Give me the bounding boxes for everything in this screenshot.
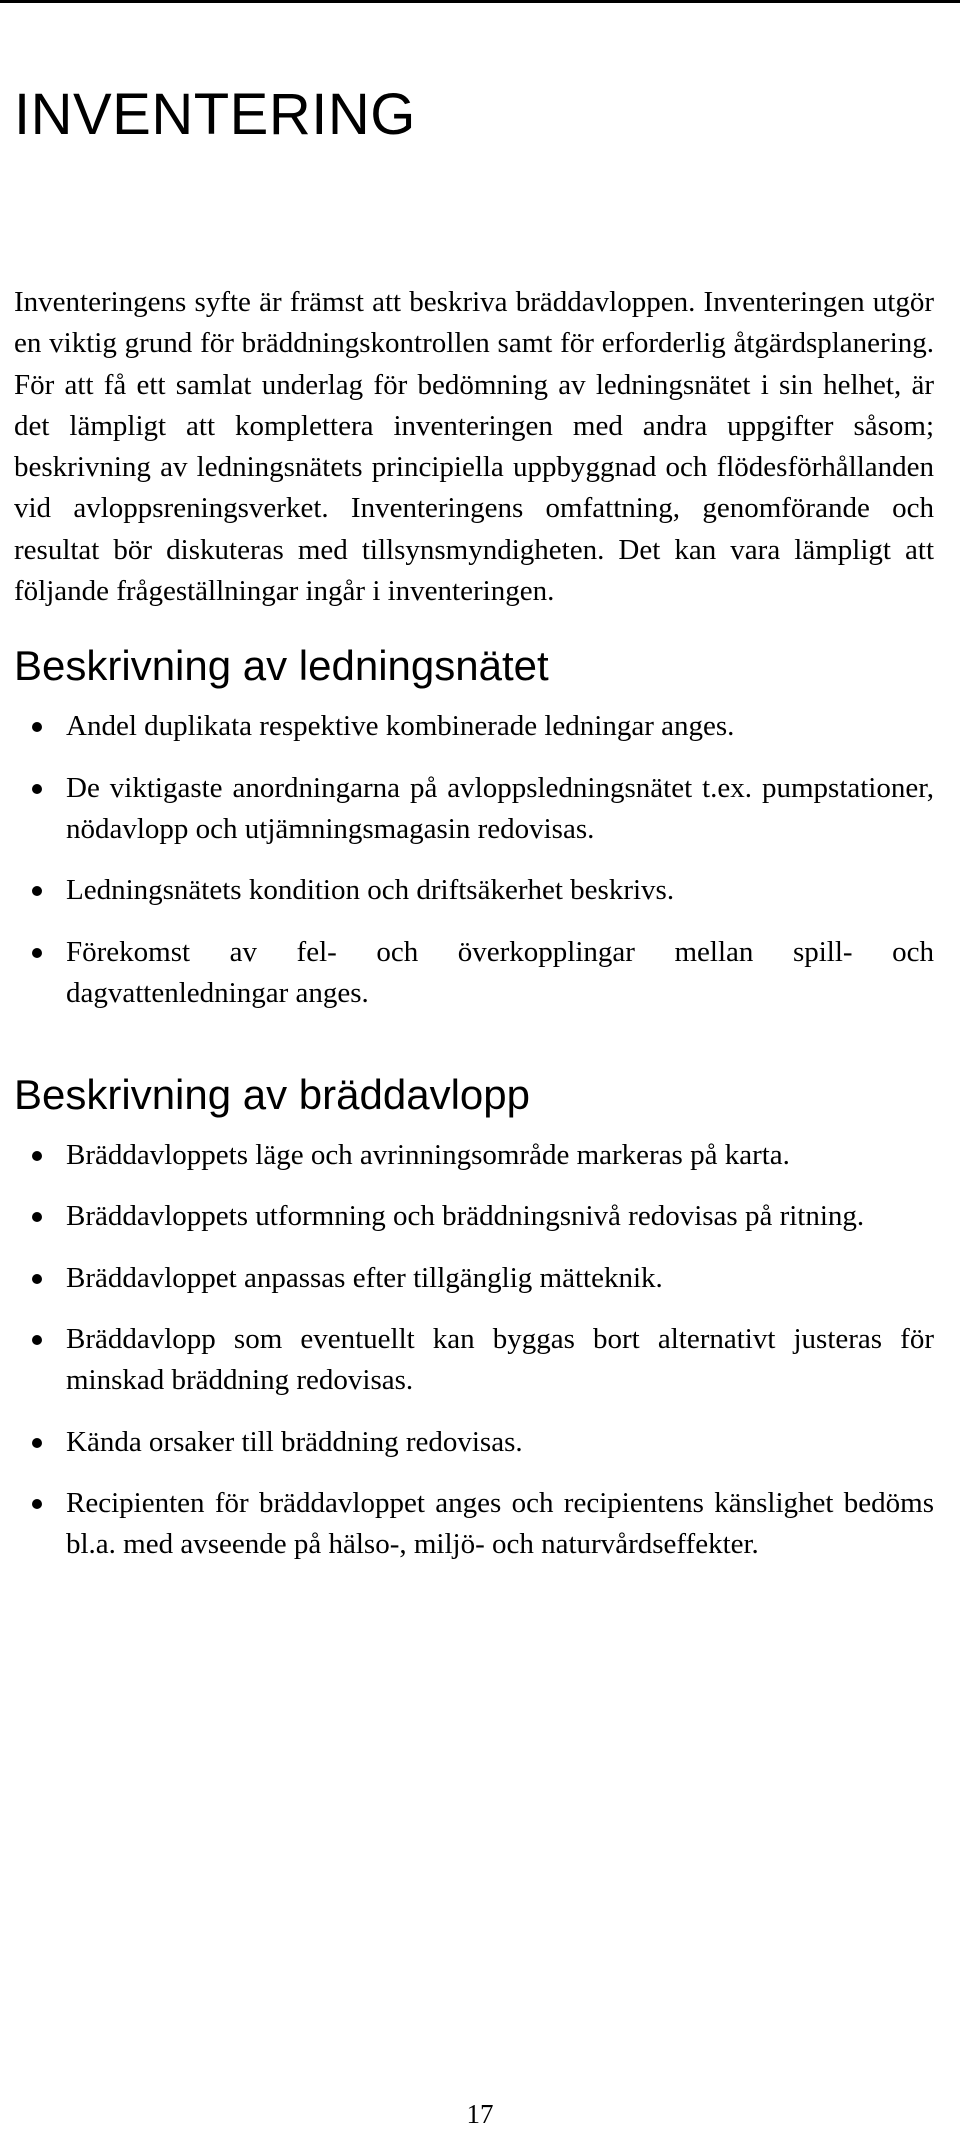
list-item-text: Bräddavloppet anpassas efter tillgänglig mätteknik. bbox=[66, 1261, 663, 1294]
bullet-icon bbox=[32, 1212, 42, 1222]
list-item bbox=[14, 1135, 934, 1176]
bullet-list-braddavlopp bbox=[14, 1135, 934, 1565]
bullet-list-ledningsnatet bbox=[14, 706, 934, 1014]
bullet-icon bbox=[32, 1438, 42, 1448]
list-item bbox=[14, 1483, 934, 1566]
page-number: 17 bbox=[466, 2099, 494, 2129]
page-title: INVENTERING bbox=[14, 82, 416, 147]
list-item bbox=[14, 706, 934, 747]
list-item bbox=[14, 1196, 934, 1237]
bullet-icon bbox=[32, 1499, 42, 1509]
list-item bbox=[14, 1319, 934, 1402]
bullet-icon bbox=[32, 784, 42, 794]
list-item-text: Recipienten för bräddavloppet anges och recipientens känslighet bedöms bl.a. med avseende på hälso-, miljö- och naturvårdseffekter. bbox=[66, 1486, 934, 1561]
list-item-text: Bräddavloppets utformning och bräddningsnivå redovisas på ritning. bbox=[66, 1200, 865, 1233]
bullet-icon bbox=[32, 722, 42, 732]
section-heading-braddavlopp: Beskrivning av bräddavlopp bbox=[14, 1071, 530, 1119]
list-item-text: Andel duplikata respektive kombinerade ledningar anges. bbox=[66, 710, 735, 743]
list-item-text: Bräddavlopp som eventuellt kan byggas bort alternativt justeras för minskad bräddning redovisas. bbox=[66, 1323, 934, 1397]
list-item bbox=[14, 870, 934, 911]
list-item bbox=[14, 768, 934, 851]
bullet-icon bbox=[32, 886, 42, 896]
list-item-text: Kända orsaker till bräddning redovisas. bbox=[66, 1425, 523, 1458]
document-page bbox=[14, 0, 934, 1586]
list-item-text: Förekomst av fel- och överkopplingar mellan spill- och dagvattenledningar anges. bbox=[66, 935, 934, 1009]
bullet-icon bbox=[32, 948, 42, 958]
list-item bbox=[14, 1258, 934, 1299]
list-item-text: Ledningsnätets kondition och driftsäkerhet beskrivs. bbox=[66, 874, 675, 907]
bullet-icon bbox=[32, 1274, 42, 1284]
bullet-icon bbox=[32, 1151, 42, 1161]
list-item-text: De viktigaste anordningarna på avloppsledningsnätet t.ex. pumpstationer, nödavlopp och utjämningsmagasin redovisas. bbox=[66, 771, 934, 845]
intro-paragraph: Inventeringens syfte är främst att beskriva bräddavloppen. Inventeringen utgör en viktig grund för bräddningskontrollen samt för erforderlig åtgärdsplanering. För att få ett samlat underlag för bedömning av ledningsnätet i sin helhet, är det lämpligt att komplettera inventeringen med andra uppgifter såsom; beskrivning av ledningsnätets principiella uppbyggnad och flödesförhållanden vid avloppsreningsverket. Inventeringens omfattning, genomförande och resultat bör diskuteras med tillsynsmyndigheten. Det kan vara lämpligt att följande frågeställningar ingår i inventeringen. bbox=[14, 286, 934, 608]
list-item bbox=[14, 1422, 934, 1463]
list-item-text: Bräddavloppets läge och avrinningsområde markeras på karta. bbox=[66, 1139, 790, 1172]
bullet-icon bbox=[32, 1335, 42, 1345]
section-heading-ledningsnatet: Beskrivning av ledningsnätet bbox=[14, 642, 549, 690]
list-item bbox=[14, 932, 934, 1015]
